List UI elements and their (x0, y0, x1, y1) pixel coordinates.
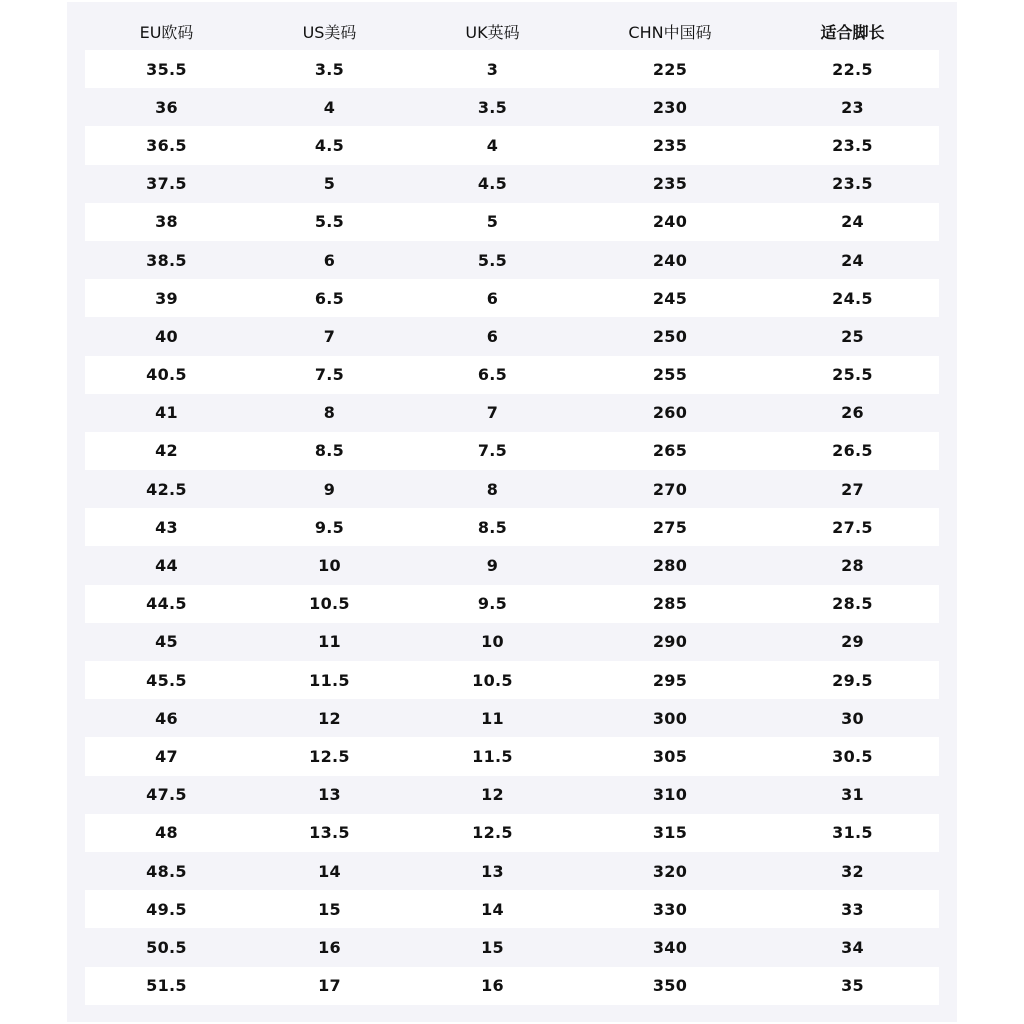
cell-us-size: 11.5 (309, 670, 350, 690)
table-row (85, 776, 939, 814)
cell-foot-length: 23.5 (832, 174, 873, 194)
table-row (85, 737, 939, 775)
cell-us-size: 14 (318, 861, 341, 881)
cell-eu-size: 45.5 (146, 670, 187, 690)
cell-eu-size: 41 (155, 403, 178, 423)
cell-uk-size: 11.5 (472, 746, 513, 766)
cell-eu-size: 38.5 (146, 250, 187, 270)
table-row (85, 470, 939, 508)
table-row (85, 585, 939, 623)
cell-foot-length: 23.5 (832, 135, 873, 155)
cell-eu-size: 48.5 (146, 861, 187, 881)
header-chn-size: CHN中国码 (628, 22, 712, 42)
table-row (85, 623, 939, 661)
cell-foot-length: 25.5 (832, 365, 873, 385)
cell-chn-size: 235 (652, 135, 688, 155)
size-chart-panel (67, 2, 957, 1022)
cell-eu-size: 44 (155, 556, 178, 576)
cell-foot-length: 29 (841, 632, 864, 652)
cell-eu-size: 36 (155, 97, 178, 117)
cell-us-size: 7.5 (314, 365, 345, 385)
cell-chn-size: 320 (652, 861, 688, 881)
table-row (85, 432, 939, 470)
cell-eu-size: 35.5 (146, 59, 187, 79)
cell-eu-size: 47.5 (146, 785, 187, 805)
cell-eu-size: 45 (155, 632, 178, 652)
cell-chn-size: 260 (652, 403, 688, 423)
cell-eu-size: 42 (155, 441, 178, 461)
cell-uk-size: 11 (481, 708, 504, 728)
table-row (85, 394, 939, 432)
cell-uk-size: 4 (486, 135, 499, 155)
cell-eu-size: 47 (155, 746, 178, 766)
cell-us-size: 10 (318, 556, 341, 576)
cell-us-size: 4.5 (314, 135, 345, 155)
cell-chn-size: 240 (652, 250, 688, 270)
cell-uk-size: 12 (481, 785, 504, 805)
cell-chn-size: 265 (652, 441, 688, 461)
cell-chn-size: 290 (652, 632, 688, 652)
cell-us-size: 9 (323, 479, 336, 499)
cell-us-size: 17 (318, 976, 341, 996)
cell-uk-size: 5.5 (477, 250, 508, 270)
cell-us-size: 9.5 (314, 517, 345, 537)
cell-us-size: 5 (323, 174, 336, 194)
cell-uk-size: 9.5 (477, 594, 508, 614)
cell-uk-size: 3.5 (477, 97, 508, 117)
cell-chn-size: 225 (652, 59, 688, 79)
cell-uk-size: 6 (486, 288, 499, 308)
cell-us-size: 5.5 (314, 212, 345, 232)
cell-uk-size: 4.5 (477, 174, 508, 194)
size-chart-table (85, 12, 939, 1005)
cell-foot-length: 27.5 (832, 517, 873, 537)
table-row (85, 241, 939, 279)
cell-us-size: 4 (323, 97, 336, 117)
table-row (85, 661, 939, 699)
cell-uk-size: 10.5 (472, 670, 513, 690)
table-header-row (85, 12, 939, 50)
cell-chn-size: 280 (652, 556, 688, 576)
table-row (85, 356, 939, 394)
table-row (85, 814, 939, 852)
cell-eu-size: 46 (155, 708, 178, 728)
cell-us-size: 3.5 (314, 59, 345, 79)
cell-us-size: 10.5 (309, 594, 350, 614)
table-row (85, 967, 939, 1005)
cell-foot-length: 31.5 (832, 823, 873, 843)
cell-uk-size: 5 (486, 212, 499, 232)
cell-uk-size: 14 (481, 899, 504, 919)
cell-chn-size: 310 (652, 785, 688, 805)
cell-foot-length: 26 (841, 403, 864, 423)
table-row (85, 279, 939, 317)
table-row (85, 126, 939, 164)
table-row (85, 508, 939, 546)
cell-eu-size: 44.5 (146, 594, 187, 614)
cell-chn-size: 350 (652, 976, 688, 996)
cell-chn-size: 315 (652, 823, 688, 843)
table-row (85, 165, 939, 203)
cell-uk-size: 3 (486, 59, 499, 79)
cell-foot-length: 35 (841, 976, 864, 996)
cell-us-size: 6.5 (314, 288, 345, 308)
cell-chn-size: 340 (652, 937, 688, 957)
cell-foot-length: 27 (841, 479, 864, 499)
cell-chn-size: 270 (652, 479, 688, 499)
cell-foot-length: 33 (841, 899, 864, 919)
cell-chn-size: 330 (652, 899, 688, 919)
cell-us-size: 11 (318, 632, 341, 652)
cell-foot-length: 30 (841, 708, 864, 728)
cell-chn-size: 255 (652, 365, 688, 385)
cell-eu-size: 50.5 (146, 937, 187, 957)
cell-chn-size: 235 (652, 174, 688, 194)
cell-eu-size: 38 (155, 212, 178, 232)
cell-us-size: 6 (323, 250, 336, 270)
header-foot-length: 适合脚长 (820, 22, 885, 42)
cell-foot-length: 22.5 (832, 59, 873, 79)
table-row (85, 546, 939, 584)
cell-foot-length: 29.5 (832, 670, 873, 690)
cell-chn-size: 230 (652, 97, 688, 117)
cell-chn-size: 250 (652, 326, 688, 346)
cell-eu-size: 43 (155, 517, 178, 537)
cell-foot-length: 28 (841, 556, 864, 576)
cell-us-size: 8.5 (314, 441, 345, 461)
cell-us-size: 13.5 (309, 823, 350, 843)
cell-uk-size: 12.5 (472, 823, 513, 843)
cell-eu-size: 36.5 (146, 135, 187, 155)
cell-foot-length: 30.5 (832, 746, 873, 766)
cell-eu-size: 40 (155, 326, 178, 346)
cell-foot-length: 23 (841, 97, 864, 117)
table-row (85, 317, 939, 355)
cell-uk-size: 8 (486, 479, 499, 499)
table-row (85, 928, 939, 966)
cell-uk-size: 6.5 (477, 365, 508, 385)
cell-us-size: 15 (318, 899, 341, 919)
cell-eu-size: 49.5 (146, 899, 187, 919)
cell-foot-length: 32 (841, 861, 864, 881)
cell-chn-size: 285 (652, 594, 688, 614)
cell-us-size: 12 (318, 708, 341, 728)
table-row (85, 852, 939, 890)
cell-eu-size: 51.5 (146, 976, 187, 996)
cell-uk-size: 15 (481, 937, 504, 957)
header-uk-size: UK英码 (465, 22, 520, 42)
cell-chn-size: 245 (652, 288, 688, 308)
cell-eu-size: 48 (155, 823, 178, 843)
cell-us-size: 8 (323, 403, 336, 423)
cell-uk-size: 9 (486, 556, 499, 576)
cell-foot-length: 28.5 (832, 594, 873, 614)
cell-us-size: 16 (318, 937, 341, 957)
cell-us-size: 7 (323, 326, 336, 346)
table-row (85, 699, 939, 737)
cell-chn-size: 295 (652, 670, 688, 690)
cell-foot-length: 25 (841, 326, 864, 346)
cell-eu-size: 37.5 (146, 174, 187, 194)
cell-uk-size: 6 (486, 326, 499, 346)
cell-uk-size: 13 (481, 861, 504, 881)
cell-chn-size: 240 (652, 212, 688, 232)
cell-foot-length: 26.5 (832, 441, 873, 461)
table-row (85, 890, 939, 928)
cell-us-size: 13 (318, 785, 341, 805)
cell-uk-size: 8.5 (477, 517, 508, 537)
cell-us-size: 12.5 (309, 746, 350, 766)
cell-chn-size: 300 (652, 708, 688, 728)
cell-chn-size: 275 (652, 517, 688, 537)
cell-foot-length: 24.5 (832, 288, 873, 308)
table-row (85, 50, 939, 88)
cell-eu-size: 40.5 (146, 365, 187, 385)
cell-uk-size: 7.5 (477, 441, 508, 461)
cell-foot-length: 24 (841, 212, 864, 232)
cell-uk-size: 7 (486, 403, 499, 423)
cell-foot-length: 31 (841, 785, 864, 805)
table-row (85, 88, 939, 126)
cell-foot-length: 34 (841, 937, 864, 957)
header-eu-size: EU欧码 (139, 22, 194, 42)
table-row (85, 203, 939, 241)
cell-eu-size: 39 (155, 288, 178, 308)
cell-uk-size: 10 (481, 632, 504, 652)
cell-foot-length: 24 (841, 250, 864, 270)
cell-eu-size: 42.5 (146, 479, 187, 499)
cell-uk-size: 16 (481, 976, 504, 996)
cell-chn-size: 305 (652, 746, 688, 766)
header-us-size: US美码 (302, 22, 357, 42)
